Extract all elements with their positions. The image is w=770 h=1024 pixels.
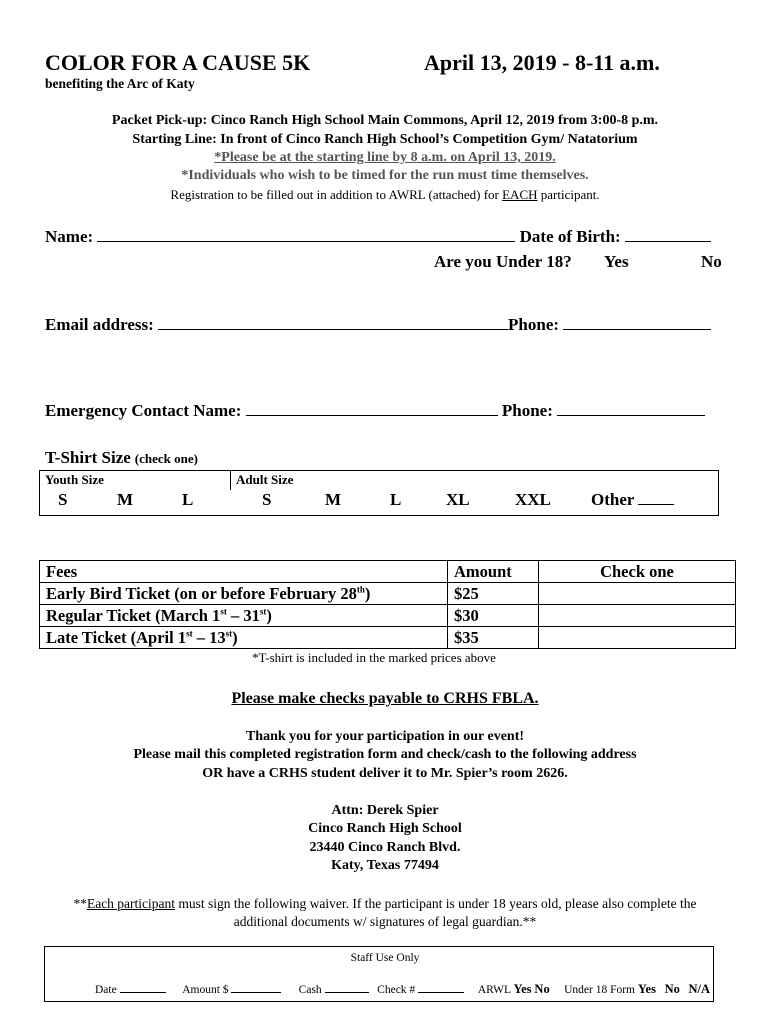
address-street: 23440 Cinco Ranch Blvd. (309, 840, 461, 855)
youth-size-m[interactable]: M (117, 490, 134, 509)
waiver-pre: ** (73, 896, 87, 911)
fee-sup: st (220, 606, 227, 617)
emergency-row (45, 401, 705, 421)
name-field[interactable] (97, 227, 515, 242)
waiver-line-1 (0, 896, 770, 912)
fee-sup: st (225, 628, 233, 639)
staff-amount-label: Amount $ (182, 984, 229, 996)
other-size[interactable] (591, 490, 674, 510)
emergency-phone-field[interactable] (557, 401, 705, 416)
staff-amount-field[interactable] (231, 982, 281, 993)
tshirt-note: (check one) (134, 451, 198, 466)
timed-note: *Individuals who wish to be timed for the run must time themselves. (181, 168, 589, 183)
event-title: COLOR FOR A CAUSE 5K (45, 50, 311, 75)
fee-label-text: ) (232, 628, 238, 647)
other-label: Other (591, 490, 635, 509)
table-row (40, 627, 736, 649)
fee-label (40, 583, 448, 605)
registration-pre: Registration to be filled out in addition to AWRL (attached) for (170, 187, 503, 202)
registration-post: participant. (537, 187, 600, 202)
phone-label: Phone: (508, 315, 560, 334)
fee-sup: th (356, 584, 365, 595)
staff-under18-label: Under 18 Form (564, 984, 635, 996)
address-city: Katy, Texas 77494 (331, 858, 439, 873)
staff-under18-na[interactable]: N/A (688, 982, 710, 996)
fee-label-text: Early Bird Ticket (on or before February 28 (46, 584, 357, 603)
registration-each: EACH (502, 187, 538, 202)
event-date: April 13, 2019 - 8-11 a.m. (424, 50, 660, 75)
email-label: Email address: (45, 315, 154, 334)
starting-line: Starting Line: In front of Cinco Ranch High School’s Competition Gym/ Natatorium (132, 132, 638, 147)
fee-check-cell[interactable] (539, 605, 736, 627)
under18-question: Are you Under 18? (434, 252, 572, 271)
tshirt-label: T-Shirt Size (45, 448, 131, 467)
name-row (45, 227, 711, 247)
address-attn: Attn: Derek Spier (331, 803, 439, 818)
fee-label (40, 605, 448, 627)
adult-size-xxl[interactable]: XXL (515, 490, 551, 509)
emergency-phone-label: Phone: (501, 401, 553, 420)
checks-payable: Please make checks payable to CRHS FBLA. (231, 690, 539, 707)
fee-check-cell[interactable] (539, 627, 736, 649)
registration-note (0, 187, 770, 203)
thanks-line-1: Thank you for your participation in our event! (245, 729, 525, 744)
tshirt-included-note: *T-shirt is included in the marked prices above (252, 650, 496, 665)
tshirt-heading (45, 448, 198, 468)
staff-under18-yes[interactable]: Yes (637, 982, 656, 996)
under18-yes[interactable]: Yes (604, 252, 629, 271)
fee-label-text: – 13 (192, 628, 226, 647)
staff-arwl-label: ARWL (477, 984, 511, 996)
packet-pickup: Packet Pick-up: Cinco Ranch High School Main Commons, April 12, 2019 from 3:00-8 p.m. (111, 113, 659, 128)
staff-row (95, 982, 710, 997)
phone-field[interactable] (563, 315, 711, 330)
adult-size-l[interactable]: L (390, 490, 402, 509)
table-row (40, 605, 736, 627)
thanks-line-2: Please mail this completed registration form and check/cash to the following address (133, 747, 637, 762)
youth-size-l[interactable]: L (182, 490, 194, 509)
under18-no[interactable]: No (701, 252, 722, 271)
dob-label: Date of Birth: (519, 227, 621, 246)
table-row (40, 583, 736, 605)
fee-label-text: ) (364, 584, 371, 603)
name-label: Name: (45, 227, 94, 246)
waiver-each: Each participant (86, 896, 176, 911)
amount-header: Amount (448, 561, 539, 583)
staff-use-title: Staff Use Only (350, 952, 420, 964)
fee-label-text: ) (266, 606, 272, 625)
fee-amount: $35 (448, 627, 539, 649)
youth-size-s[interactable]: S (58, 490, 68, 509)
email-row (45, 315, 711, 335)
other-field[interactable] (638, 490, 674, 505)
fee-sup: st (259, 606, 267, 617)
adult-size-label: Adult Size (236, 472, 294, 487)
staff-cash-field[interactable] (325, 982, 369, 993)
waiver-line-2: additional documents w/ signatures of legal guardian.** (233, 914, 537, 929)
event-subtitle: benefiting the Arc of Katy (45, 76, 195, 91)
staff-check-field[interactable] (418, 982, 464, 993)
dob-field[interactable] (625, 227, 711, 242)
be-at-start-note: *Please be at the starting line by 8 a.m. on April 13, 2019. (214, 150, 556, 165)
fee-amount: $30 (448, 605, 539, 627)
staff-arwl-no[interactable]: No (534, 982, 550, 996)
staff-under18-no[interactable]: No (664, 982, 680, 996)
adult-size-m[interactable]: M (325, 490, 342, 509)
fees-header-row (40, 561, 736, 583)
fee-label-text: Regular Ticket (March 1 (46, 606, 221, 625)
fee-check-cell[interactable] (539, 583, 736, 605)
emergency-label: Emergency Contact Name: (45, 401, 242, 420)
fee-label-text: – 31 (226, 606, 260, 625)
fees-header: Fees (40, 561, 448, 583)
youth-size-label: Youth Size (45, 472, 104, 487)
thanks-line-3: OR have a CRHS student deliver it to Mr. Spier’s room 2626. (202, 766, 568, 781)
staff-cash-label: Cash (298, 984, 322, 996)
fee-label (40, 627, 448, 649)
fee-label-text: Late Ticket (April 1 (46, 628, 187, 647)
adult-size-s[interactable]: S (262, 490, 272, 509)
staff-date-label: Date (95, 984, 117, 996)
staff-date-field[interactable] (120, 982, 166, 993)
waiver-rest: must sign the following waiver. If the participant is under 18 years old, please also complete the (175, 896, 697, 911)
fees-table (39, 560, 736, 649)
staff-arwl-yes[interactable]: Yes (513, 982, 532, 996)
staff-check-label: Check # (377, 984, 416, 996)
fee-amount: $25 (448, 583, 539, 605)
email-field[interactable] (158, 315, 508, 330)
emergency-field[interactable] (246, 401, 498, 416)
adult-size-xl[interactable]: XL (446, 490, 470, 509)
fee-sup: st (186, 628, 193, 639)
address-school: Cinco Ranch High School (308, 821, 462, 836)
check-one-header: Check one (539, 561, 736, 583)
